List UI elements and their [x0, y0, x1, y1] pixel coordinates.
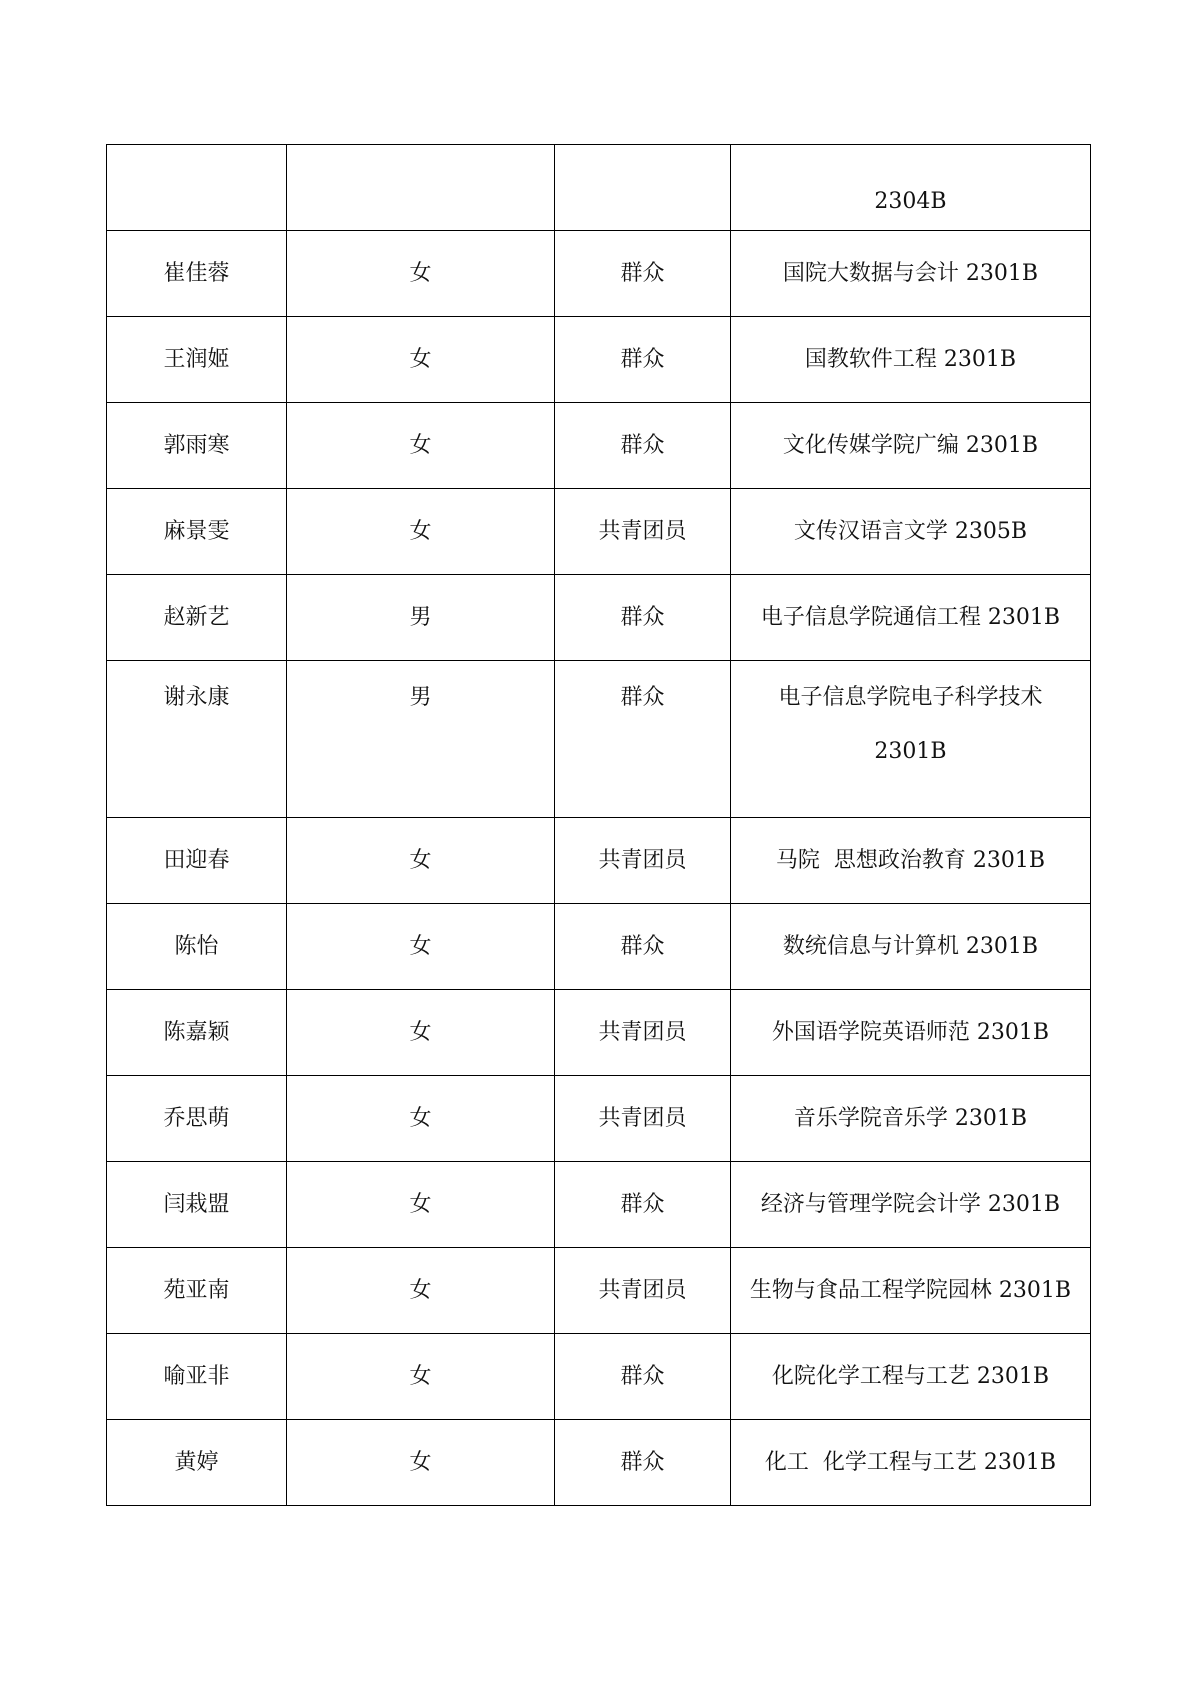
gender-cell [287, 145, 555, 231]
name-text: 谢永康 [163, 685, 230, 710]
gender-cell: 女 [287, 489, 555, 575]
table-row [107, 317, 1091, 403]
name-cell: 赵新艺 [107, 575, 287, 661]
class-cell: 化院化学工程与工艺 2301B [731, 1334, 1091, 1420]
political-status-cell: 群众 [555, 904, 731, 990]
table-row [107, 904, 1091, 990]
class-cell: 国教软件工程 2301B [731, 317, 1091, 403]
gender-cell: 女 [287, 990, 555, 1076]
name-cell: 崔佳蓉 [107, 231, 287, 317]
class-cell: 文化传媒学院广编 2301B [731, 403, 1091, 489]
class-text: 2304B [874, 188, 947, 214]
gender-cell: 女 [287, 1248, 555, 1334]
gender-cell: 女 [287, 904, 555, 990]
table-row [107, 1076, 1091, 1162]
class-cell: 马院 思想政治教育 2301B [731, 818, 1091, 904]
name-cell: 闫栽盟 [107, 1162, 287, 1248]
name-cell: 郭雨寒 [107, 403, 287, 489]
class-cell: 音乐学院音乐学 2301B [731, 1076, 1091, 1162]
class-cell [731, 661, 1091, 818]
political-status-cell: 共青团员 [555, 818, 731, 904]
table-row [107, 990, 1091, 1076]
political-status-text: 群众 [620, 685, 665, 710]
political-status-cell [555, 661, 731, 818]
gender-text: 男 [409, 685, 432, 710]
gender-cell [287, 661, 555, 818]
political-status-cell: 群众 [555, 317, 731, 403]
gender-cell: 女 [287, 1162, 555, 1248]
class-cell [731, 145, 1091, 231]
table-row [107, 1334, 1091, 1420]
name-cell [107, 145, 287, 231]
name-cell [107, 661, 287, 818]
name-cell: 喻亚非 [107, 1334, 287, 1420]
name-cell: 陈怡 [107, 904, 287, 990]
class-cell: 文传汉语言文学 2305B [731, 489, 1091, 575]
class-cell: 化工 化学工程与工艺 2301B [731, 1420, 1091, 1506]
political-status-cell: 群众 [555, 231, 731, 317]
class-cell: 数统信息与计算机 2301B [731, 904, 1091, 990]
class-cell: 经济与管理学院会计学 2301B [731, 1162, 1091, 1248]
gender-cell: 女 [287, 1076, 555, 1162]
political-status-cell: 共青团员 [555, 489, 731, 575]
table-row-continued [107, 145, 1091, 231]
name-cell: 黄婷 [107, 1420, 287, 1506]
political-status-cell: 共青团员 [555, 990, 731, 1076]
gender-cell: 女 [287, 1334, 555, 1420]
political-status-cell: 群众 [555, 1162, 731, 1248]
class-cell: 生物与食品工程学院园林 2301B [731, 1248, 1091, 1334]
political-status-cell: 共青团员 [555, 1076, 731, 1162]
table-row [107, 403, 1091, 489]
table-row [107, 575, 1091, 661]
class-cell: 国院大数据与会计 2301B [731, 231, 1091, 317]
political-status-cell: 群众 [555, 1334, 731, 1420]
political-status-cell [555, 145, 731, 231]
name-cell: 陈嘉颖 [107, 990, 287, 1076]
table-row [107, 1420, 1091, 1506]
table-row [107, 818, 1091, 904]
class-cell: 外国语学院英语师范 2301B [731, 990, 1091, 1076]
class-text-line2: 2301B [874, 739, 947, 764]
political-status-cell: 群众 [555, 575, 731, 661]
gender-cell: 女 [287, 1420, 555, 1506]
table-row [107, 1248, 1091, 1334]
table-row-tall [107, 661, 1091, 818]
name-cell: 乔思萌 [107, 1076, 287, 1162]
gender-cell: 男 [287, 575, 555, 661]
name-cell: 麻景雯 [107, 489, 287, 575]
gender-cell: 女 [287, 818, 555, 904]
gender-cell: 女 [287, 231, 555, 317]
name-cell: 田迎春 [107, 818, 287, 904]
class-text-line1: 电子信息学院电子科学技术 [778, 685, 1043, 710]
table-row [107, 1162, 1091, 1248]
name-cell: 王润姬 [107, 317, 287, 403]
political-status-cell: 群众 [555, 403, 731, 489]
table-row [107, 489, 1091, 575]
name-cell: 苑亚南 [107, 1248, 287, 1334]
political-status-cell: 群众 [555, 1420, 731, 1506]
gender-cell: 女 [287, 403, 555, 489]
student-roster-table [106, 144, 1091, 1506]
political-status-cell: 共青团员 [555, 1248, 731, 1334]
table-row [107, 231, 1091, 317]
class-cell: 电子信息学院通信工程 2301B [731, 575, 1091, 661]
gender-cell: 女 [287, 317, 555, 403]
